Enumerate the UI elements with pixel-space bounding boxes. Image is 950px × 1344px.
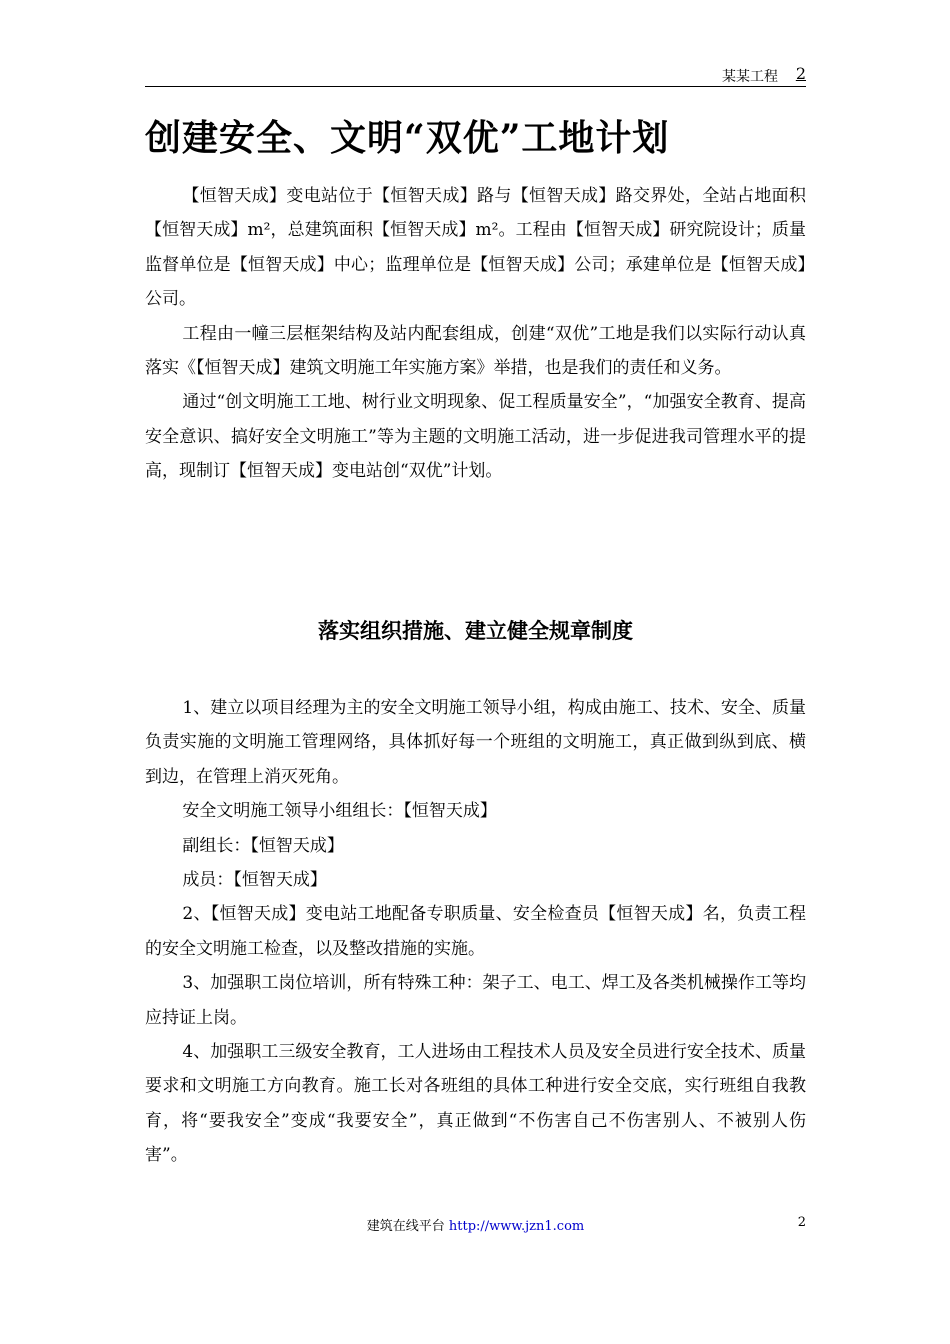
intro-paragraph-1: 【恒智天成】变电站位于【恒智天成】路与【恒智天成】路交界处，全站占地面积【恒智天成】m²，总建筑面积【恒智天成】m²。工程由【恒智天成】研究院设计；质量监督单位是【恒智天成】中心；监理单位是【恒智天成】公司；承建单位是【恒智天成】公司。 xyxy=(145,186,806,310)
footer-source xyxy=(145,1215,806,1234)
section-paragraph-3: 3、加强职工岗位培训，所有特殊工种：架子工、电工、焊工及各类机械操作工等均应持证上岗。 xyxy=(145,973,806,1028)
intro-paragraph-2: 工程由一幢三层框架结构及站内配套组成，创建“双优”工地是我们以实际行动认真落实《【恒智天成】建筑文明施工年实施方案》举措，也是我们的责任和义务。 xyxy=(145,323,806,379)
footer-page-number: 2 xyxy=(797,1215,806,1230)
deputy-leader-line: 副组长：【恒智天成】 xyxy=(182,835,344,856)
intro-paragraph-3: 通过“创文明施工工地、树行业文明现象、促工程质量安全”，“加强安全教育、提高安全意识、搞好安全文明施工”等为主题的文明施工活动，进一步促进我司管理水平的提高，现制订【恒智天成】变电站创“双优”计划。 xyxy=(145,392,806,482)
section-paragraph-2: 2、【恒智天成】变电站工地配备专职质量、安全检查员【恒智天成】名，负责工程的安全文明施工检查，以及整改措施的实施。 xyxy=(145,904,806,959)
leader-line: 安全文明施工领导小组组长：【恒智天成】 xyxy=(182,801,497,822)
header-title: 某某工程 xyxy=(722,69,778,85)
organization-section xyxy=(145,691,806,1173)
section-heading: 落实组织措施、建立健全规章制度 xyxy=(318,619,633,643)
footer-url-link[interactable]: http://www.jzn1.com xyxy=(448,1219,585,1234)
page-header xyxy=(145,62,806,87)
section-paragraph-1: 1、建立以项目经理为主的安全文明施工领导小组，构成由施工、技术、安全、质量负责实施的文明施工管理网络，具体抓好每一个班组的文明施工，真正做到纵到底、横到边，在管理上消灭死角。 xyxy=(145,698,806,787)
document-title: 创建安全、文明“双优”工地计划 xyxy=(145,117,670,159)
section-paragraph-4: 4、加强职工三级安全教育，工人进场由工程技术人员及安全员进行安全技术、质量要求和文明施工方向教育。施工长对各班组的具体工种进行安全交底，实行班组自我教育，将“要我安全”变成“我要安全”，真正做到“不伤害自己不伤害别人、不被别人伤害”。 xyxy=(145,1042,806,1166)
intro-section xyxy=(145,179,806,489)
header-page-number: 2 xyxy=(795,64,806,83)
footer-platform: 建筑在线平台 xyxy=(366,1219,445,1234)
members-line: 成员：【恒智天成】 xyxy=(182,870,327,891)
page-footer xyxy=(145,1215,806,1235)
